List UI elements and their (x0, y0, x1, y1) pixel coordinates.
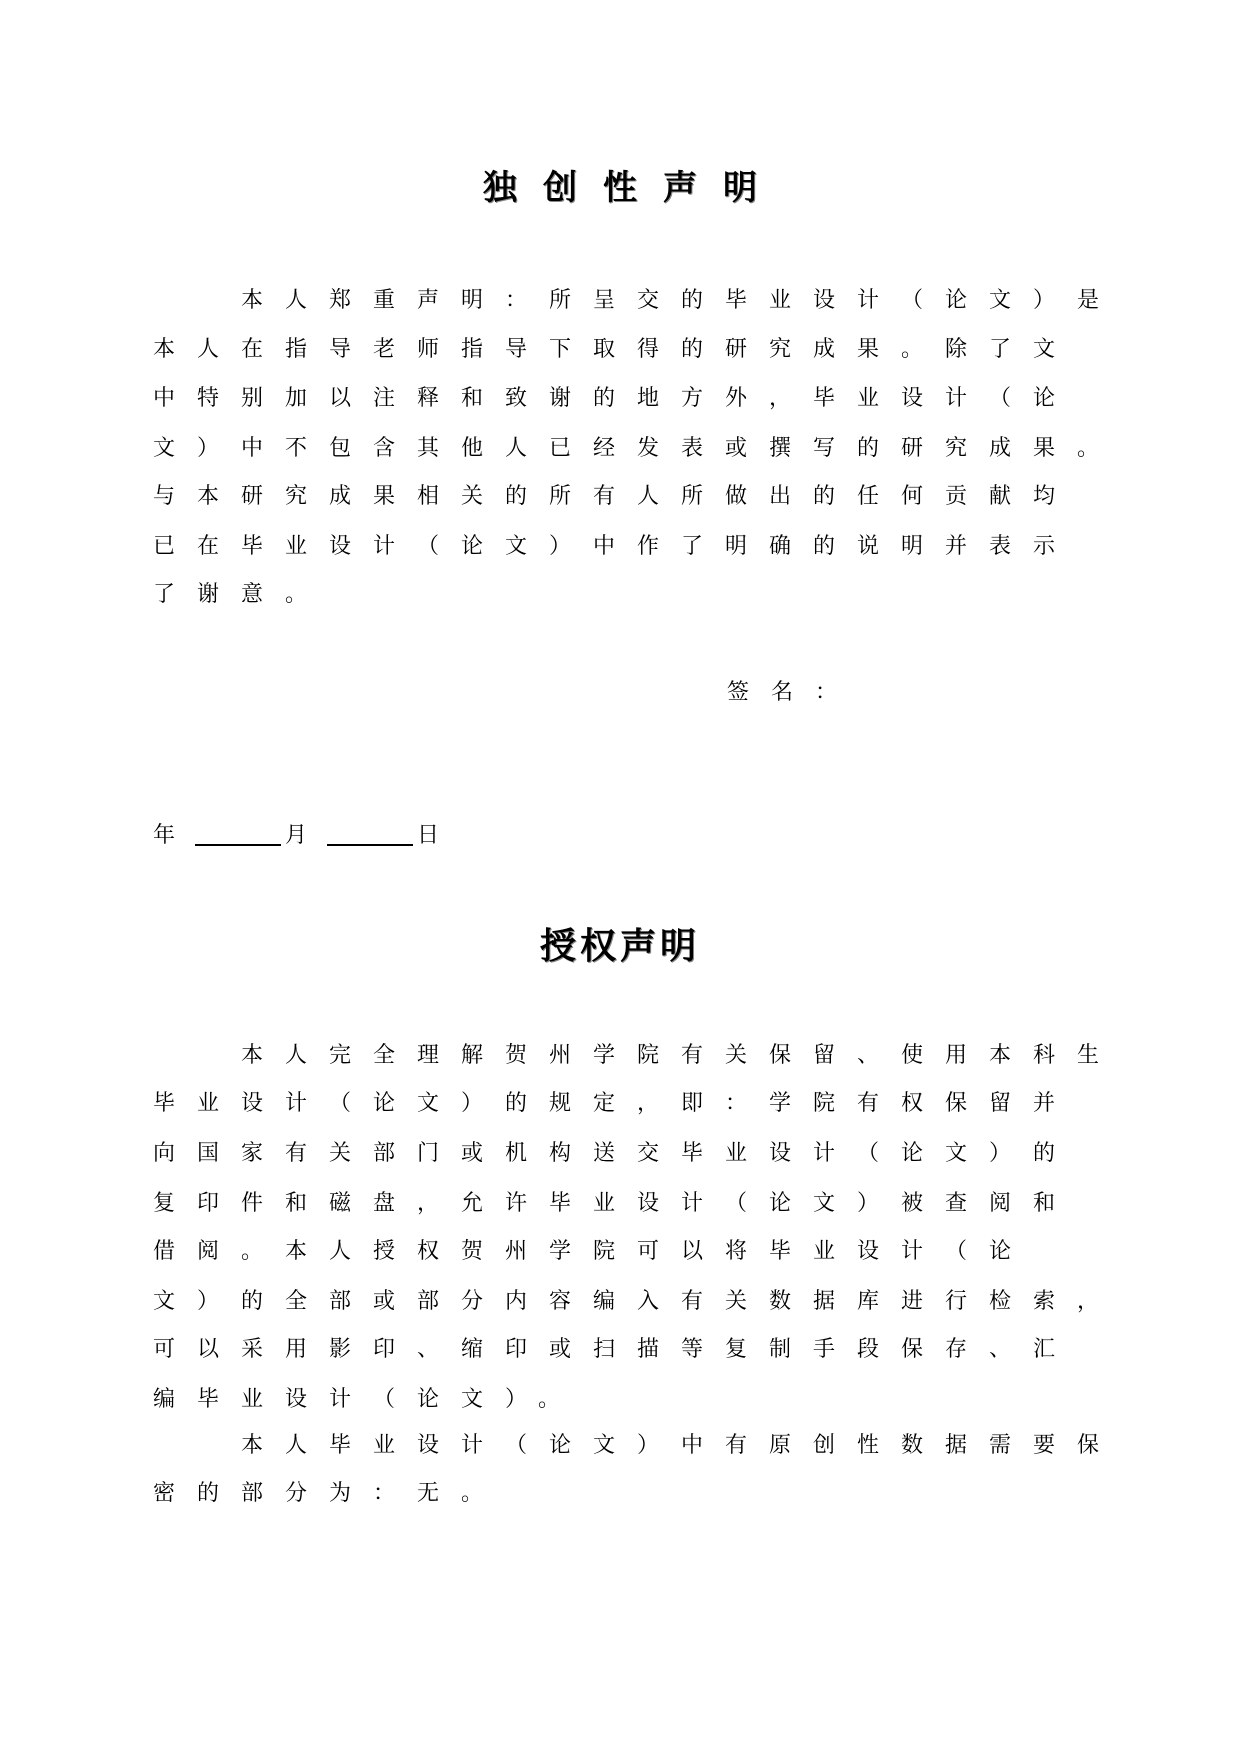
month-label: 月 (285, 823, 308, 848)
text-line: 文）的全部或部分内容编入有关数据库进行检索， (153, 1289, 1122, 1314)
text-line: 密的部分为：无。 (153, 1481, 506, 1506)
text-line: 本人在指导老师指导下取得的研究成果。除了文 (153, 337, 1078, 362)
text-line: 本人完全理解贺州学院有关保留、使用本科生 (241, 1043, 1122, 1068)
text-line: 毕业设计（论文）的规定，即：学院有权保留并 (153, 1091, 1078, 1116)
text-line: 复印件和磁盘，允许毕业设计（论文）被查阅和 (153, 1191, 1078, 1216)
text-line: 了谢意。 (153, 582, 330, 607)
day-label: 日 (417, 823, 440, 848)
text-line: 本人郑重声明：所呈交的毕业设计（论文）是 (241, 288, 1122, 313)
authorization-title: 授权声明 (539, 926, 700, 967)
day-blank[interactable] (327, 843, 413, 846)
text-line: 可以采用影印、缩印或扫描等复制手段保存、汇 (153, 1337, 1078, 1362)
year-label: 年 (153, 823, 176, 848)
month-blank[interactable] (195, 843, 281, 846)
text-line: 与本研究成果相关的所有人所做出的任何贡献均 (153, 484, 1078, 509)
originality-title: 独创性声明 (483, 168, 783, 208)
text-line: 中特别加以注释和致谢的地方外，毕业设计（论 (153, 386, 1078, 411)
date-line (153, 818, 439, 849)
text-line: 本人毕业设计（论文）中有原创性数据需要保 (241, 1433, 1122, 1458)
text-line: 已在毕业设计（论文）中作了明确的说明并表示 (153, 534, 1078, 559)
text-line: 文）中不包含其他人已经发表或撰写的研究成果。 (153, 436, 1122, 461)
text-line: 借阅。本人授权贺州学院可以将毕业设计（论 (153, 1239, 1034, 1264)
signature-label: 签名： (727, 680, 860, 705)
text-line: 向国家有关部门或机构送交毕业设计（论文）的 (153, 1141, 1078, 1166)
text-line: 编毕业设计（论文）。 (153, 1387, 583, 1412)
